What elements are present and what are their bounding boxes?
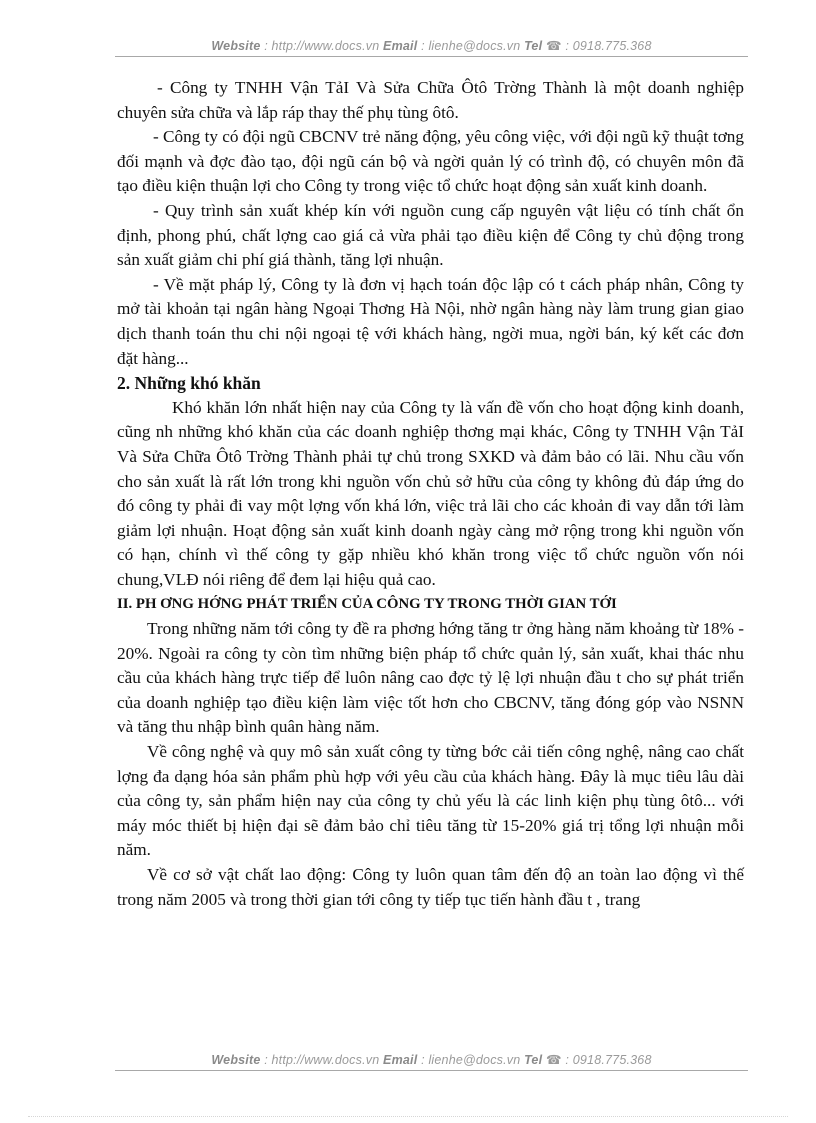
section-heading-development: II. PH ƠNG HỚNG PHÁT TRIỂN CỦA CÔNG TY TRONG THỜI GIAN TỚI: [117, 596, 617, 613]
footer-website-url: : http://www.docs.vn: [264, 1053, 380, 1067]
section-heading-difficulties: 2. Những khó khăn: [117, 373, 261, 394]
email-label: Email: [383, 39, 418, 53]
footer-website-label: Website: [211, 1053, 261, 1067]
paragraph-advantage-3: - Quy trình sản xuất khép kín với nguồn cung cấp nguyên vật liệu có tính chất ổn định, phong phú, chất lợng cao giá cả vừa phải tạo điều kiện để Công ty chủ động trong sản xuất giảm chi phí giá thành, tăng lợi nhuận.: [117, 200, 744, 270]
email-value: : lienhe@docs.vn: [421, 39, 521, 53]
footer-email-label: Email: [383, 1053, 418, 1067]
paragraph-advantage-4: - Về mặt pháp lý, Công ty là đơn vị hạch toán độc lập có t cách pháp nhân, Công ty mở tài khoản tại ngân hàng Ngoại Thơng Hà Nội, nhờ ngân hàng này làm trung gian giao dịch thanh toán thu chi nội ngoại tệ với khách hàng, ngời mua, ngời bán, ký kết các đơn đặt hàng...: [117, 274, 744, 368]
page-footer: [115, 1052, 748, 1067]
website-url: : http://www.docs.vn: [264, 39, 380, 53]
paragraph-difficulties: Khó khăn lớn nhất hiện nay của Công ty là vấn đề vốn cho hoạt động kinh doanh, cũng nh những khó khăn của các doanh nghiệp thơng mại khác, Công ty TNHH Vận TảI Và Sửa Chữa Ôtô Trờng Thành phải tự chủ trong SXKD và đảm bảo có lãi. Nhu cầu vốn cho sản xuất là rất lớn trong khi nguồn vốn chủ sở hữu của công ty không đủ đáp ứng do đó công ty phải đi vay một lợng vốn khá lớn, việc trả lãi cho các khoản đi vay dẫn tới làm giảm lợi nhuận. Hoạt động sản xuất kinh doanh ngày càng mở rộng trong khi nguồn vốn có hạn, chính vì thế công ty gặp nhiều khó khăn trong việc tổ chức nguồn vốn nói chung,VLĐ nói riêng để đem lại hiệu quả cao.: [117, 397, 744, 589]
website-label: Website: [211, 39, 261, 53]
tel-value: ☎ : 0918.775.368: [545, 39, 652, 53]
page-header: [115, 38, 748, 53]
paragraph-development-1: Trong những năm tới công ty đề ra phơng hớng tăng tr ởng hàng năm khoảng từ 18% - 20%. Ngoài ra công ty còn tìm những biện pháp tổ chức quản lý, sản xuất, khai thác nhu cầu của khách hàng trực tiếp để luôn nâng cao đợc tỷ lệ lợi nhuận đầu t cho sự phát triển của doanh nghiệp tạo điều kiện làm việc tốt hơn cho CBCNV, tăng đóng góp vào NSNN và tăng thu nhập bình quân hàng năm.: [117, 619, 744, 737]
paragraph-development-2: Về công nghệ và quy mô sản xuất công ty từng bớc cải tiến công nghệ, nâng cao chất lợng đa dạng hóa sản phẩm phù hợp với yêu cầu của khách hàng. Đây là mục tiêu lâu dài của công ty, sản phẩm hiện nay của công ty chủ yếu là các linh kiện phụ tùng ôtô... với máy móc thiết bị hiện đại sẽ đảm bảo chỉ tiêu tăng từ 15-20% giá trị tổng lợi nhuận mỗi năm.: [117, 742, 744, 860]
footer-email-value: : lienhe@docs.vn: [421, 1053, 521, 1067]
page-edge-divider: [28, 1116, 788, 1117]
footer-divider: [115, 1070, 748, 1071]
paragraph-development-3: Về cơ sở vật chất lao động: Công ty luôn quan tâm đến độ an toàn lao động vì thế trong năm 2005 và trong thời gian tới công ty tiếp tục tiến hành đầu t , trang: [117, 865, 744, 909]
paragraph-advantage-2: - Công ty có đội ngũ CBCNV trẻ năng động, yêu công việc, với đội ngũ kỹ thuật tơng đối mạnh và đợc đào tạo, đội ngũ cán bộ và ngời quản lý có trình độ, có chuyên môn đã tạo điều kiện thuận lợi cho Công ty trong việc tổ chức hoạt động sản xuất kinh doanh.: [117, 127, 744, 196]
header-divider: [115, 56, 748, 57]
tel-label: Tel: [524, 39, 543, 53]
document-body: [117, 76, 744, 912]
footer-tel-label: Tel: [524, 1053, 543, 1067]
footer-tel-value: ☎ : 0918.775.368: [545, 1053, 652, 1067]
paragraph-advantage-1: - Công ty TNHH Vận TảI Và Sửa Chữa Ôtô Trờng Thành là một doanh nghiệp chuyên sửa chữa và lắp ráp thay thế phụ tùng ôtô.: [117, 78, 744, 122]
